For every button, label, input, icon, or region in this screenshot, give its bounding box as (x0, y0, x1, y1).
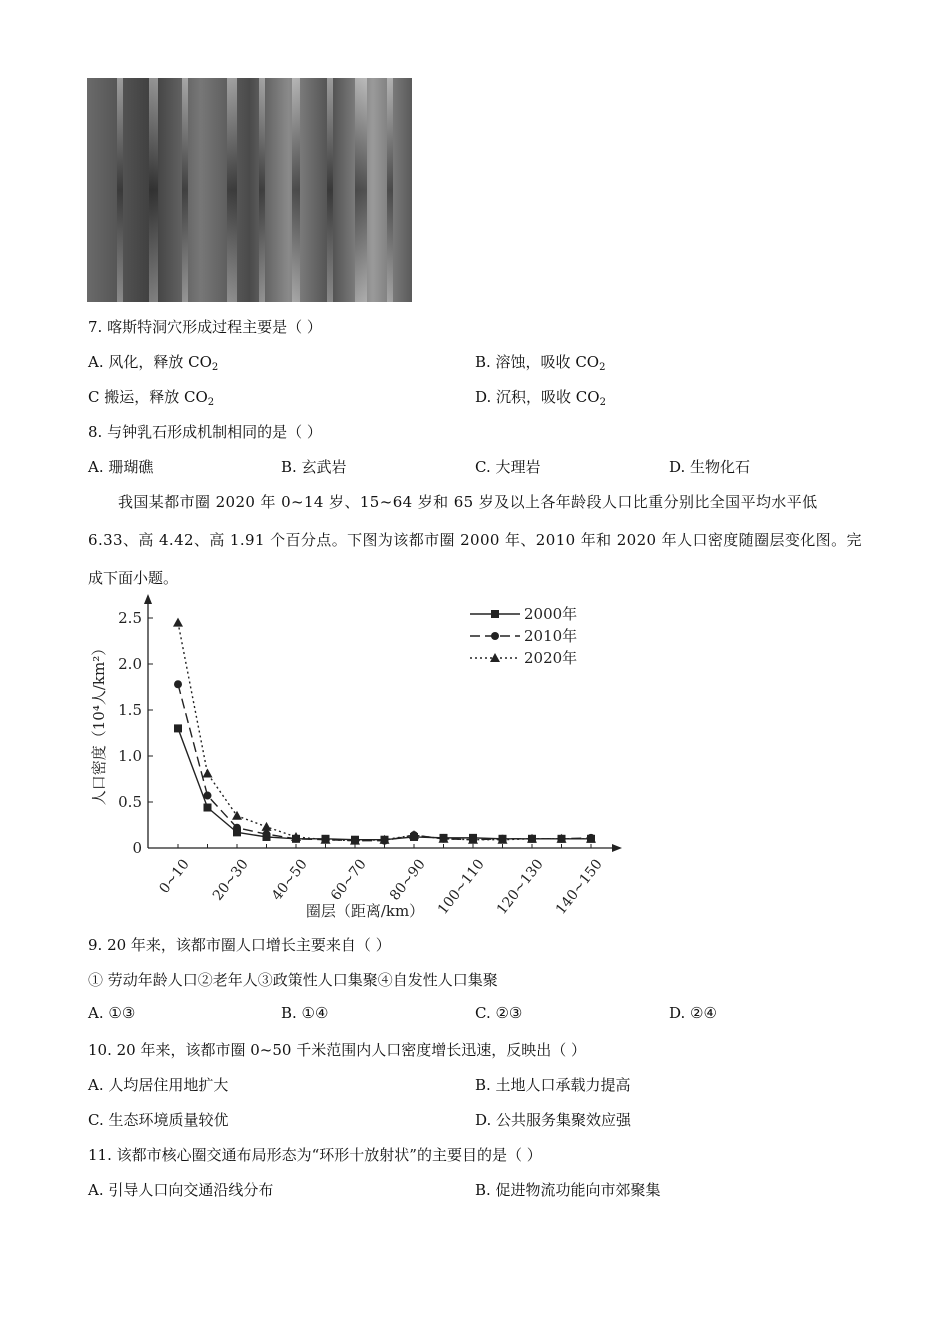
x-tick-label: 60~70 (327, 856, 370, 904)
x-tick-label: 40~50 (268, 856, 311, 904)
y-tick-label: 0.5 (118, 793, 142, 811)
data-point (262, 822, 272, 831)
legend-label: 2020年 (524, 649, 578, 667)
q9-stem: 9. 20 年来，该都市圈人口增长主要来自（ ） (88, 936, 391, 954)
q10-stem: 10. 20 年来，该都市圈 0~50 千米范围内人口密度增长迅速，反映出（ ） (88, 1041, 586, 1059)
data-point (204, 792, 212, 800)
intro-line-3: 成下面小题。 (88, 569, 179, 587)
y-axis-label: 人口密度（10⁴人/km²） (90, 640, 108, 806)
intro-line-1: 我国某都市圈 2020 年 0~14 岁、15~64 岁和 65 岁及以上各年龄段人口比重分别比全国平均水平低 (118, 493, 818, 511)
y-axis-arrow-icon (144, 594, 152, 604)
intro-line-2: 6.33、高 4.42、高 1.91 个百分点。下图为该都市圈 2000 年、2010 年和 2020 年人口密度随圈层变化图。完 (88, 531, 862, 549)
q11-option-b: B. 促进物流功能向市郊聚集 (475, 1181, 661, 1199)
q7-stem: 7. 喀斯特洞穴形成过程主要是（ ） (88, 318, 322, 336)
y-tick-label: 2.5 (118, 609, 142, 627)
data-point (263, 830, 271, 838)
q8-option-a: A. 珊瑚礁 (88, 458, 154, 476)
x-tick-label: 80~90 (386, 856, 429, 904)
data-point (203, 768, 213, 777)
x-tick-label: 100~110 (434, 856, 488, 918)
y-tick-label: 0 (132, 839, 142, 857)
q8-option-c: C. 大理岩 (475, 458, 541, 476)
q10-option-b: B. 土地人口承载力提高 (475, 1076, 631, 1094)
q9-option-d: D. ②④ (669, 1004, 717, 1022)
x-tick-label: 0~10 (156, 856, 193, 897)
q9-items: ① 劳动年龄人口②老年人③政策性人口集聚④自发性人口集聚 (88, 971, 498, 989)
q9-option-a: A. ①③ (88, 1004, 136, 1022)
x-tick-label: 20~30 (209, 856, 252, 904)
legend-label: 2000年 (524, 605, 578, 623)
x-tick-label: 120~130 (493, 856, 547, 918)
data-point (233, 824, 241, 832)
y-tick-label: 1.0 (118, 747, 142, 765)
population-density-chart (80, 590, 640, 930)
data-point (204, 804, 212, 812)
data-point (173, 618, 183, 627)
q7-option-c: C 搬运，释放 $CO_2$ (88, 388, 215, 408)
q11-option-a: A. 引导人口向交通沿线分布 (88, 1181, 274, 1199)
q7-option-a: A. 风化，释放 $CO_2$ (88, 353, 219, 373)
y-tick-label: 2.0 (118, 655, 142, 673)
q8-option-b: B. 玄武岩 (281, 458, 347, 476)
q10-option-c: C. 生态环境质量较优 (88, 1111, 229, 1129)
karst-cave-photo (87, 78, 412, 302)
q11-stem: 11. 该都市核心圈交通布局形态为“环形十放射状”的主要目的是（ ） (88, 1146, 542, 1164)
data-point (174, 724, 182, 732)
y-tick-label: 1.5 (118, 701, 142, 719)
legend-marker (491, 610, 499, 618)
q9-option-c: C. ②③ (475, 1004, 523, 1022)
q8-stem: 8. 与钟乳石形成机制相同的是（ ） (88, 423, 322, 441)
x-tick-label: 140~150 (552, 856, 606, 918)
legend-marker (491, 632, 499, 640)
q9-option-b: B. ①④ (281, 1004, 329, 1022)
q7-option-b: B. 溶蚀，吸收 $CO_2$ (475, 353, 606, 373)
q7-option-d: D. 沉积，吸收 $CO_2$ (475, 388, 606, 408)
q8-option-d: D. 生物化石 (669, 458, 751, 476)
x-axis-label: 圈层（距离/km） (305, 902, 425, 920)
x-axis-arrow-icon (612, 844, 622, 852)
legend-label: 2010年 (524, 627, 578, 645)
q10-option-a: A. 人均居住用地扩大 (88, 1076, 229, 1094)
q10-option-d: D. 公共服务集聚效应强 (475, 1111, 632, 1129)
data-point (174, 680, 182, 688)
series-line-0 (178, 728, 591, 839)
data-point (232, 811, 242, 820)
